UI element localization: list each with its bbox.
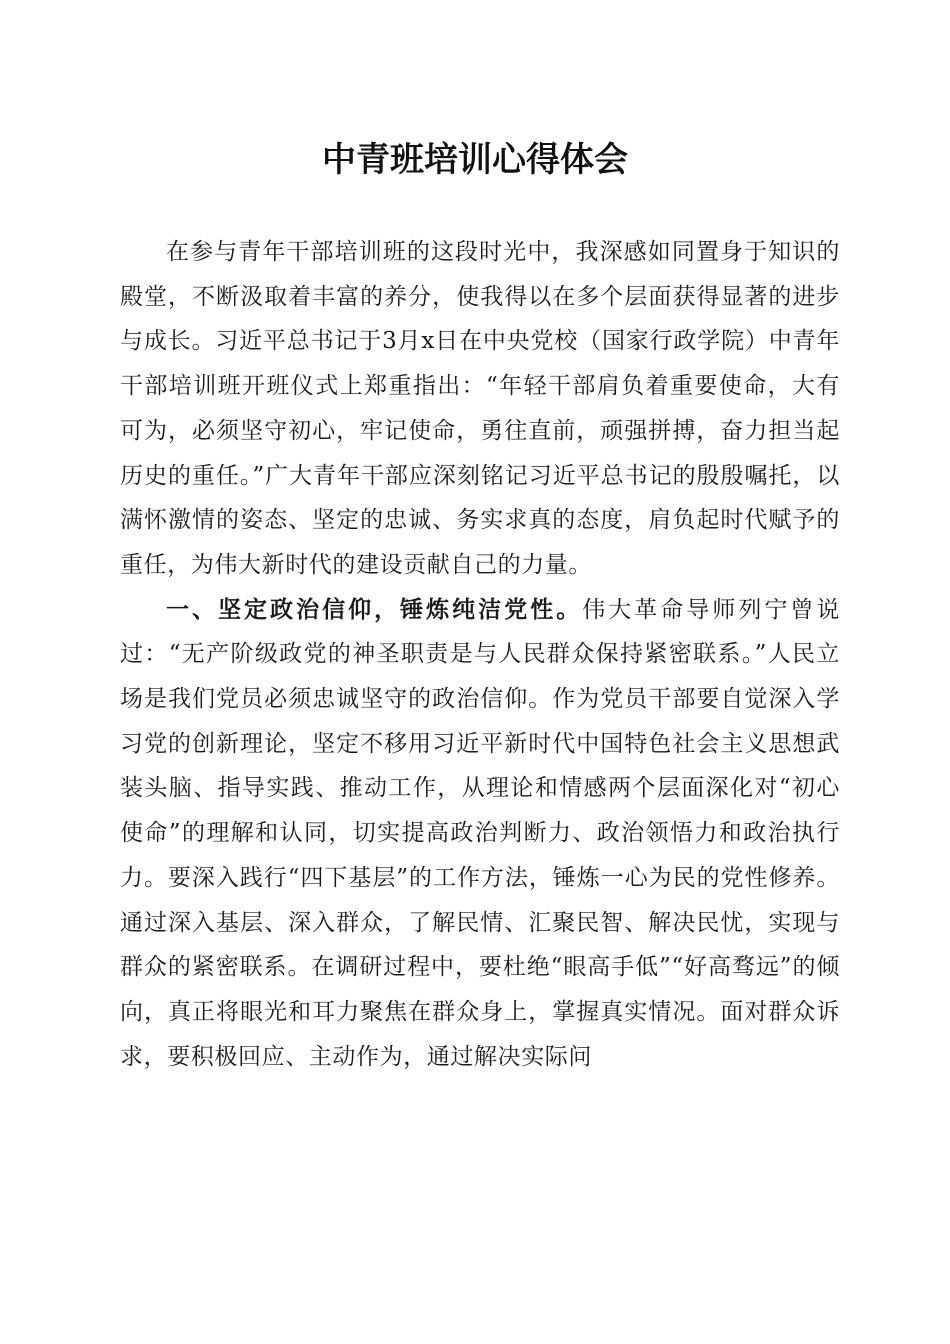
- document-body: [120, 230, 840, 1079]
- section-1-paragraph: [120, 588, 840, 1080]
- section-1-text: 伟大革命导师列宁曾说过：“无产阶级政党的神圣职责是与人民群众保持紧密联系。”人民立场是我们党员必须忠诚坚守的政治信仰。作为党员干部要自觉深入学习党的创新理论，坚定不移用习近平新时代中国特色社会主义思想武装头脑、指导实践、推动工作，从理论和情感两个层面深化对“初心使命”的理解和认同，切实提高政治判断力、政治领悟力和政治执行力。要深入践行“四下基层”的工作方法，锤炼一心为民的党性修养。通过深入基层、深入群众，了解民情、汇聚民智、解决民忧，实现与群众的紧密联系。在调研过程中，要杜绝“眼高手低”“好高骛远”的倾向，真正将眼光和耳力聚焦在群众身上，掌握真实情况。面对群众诉求，要积极回应、主动作为，通过解决实际问: [120, 596, 840, 1070]
- section-1-heading: 一、坚定政治信仰，锤炼纯洁党性。: [166, 596, 583, 623]
- intro-paragraph: 在参与青年干部培训班的这段时光中，我深感如同置身于知识的殿堂，不断汲取着丰富的养分，使我得以在多个层面获得显著的进步与成长。习近平总书记于3月x日在中央党校（国家行政学院）中青年干部培训班开班仪式上郑重指出：“年轻干部肩负着重要使命，大有可为，必须坚守初心，牢记使命，勇往直前，顽强拼搏，奋力担当起历史的重任。”广大青年干部应深刻铭记习近平总书记的殷殷嘱托，以满怀激情的姿态、坚定的忠诚、务实求真的态度，肩负起时代赋予的重任，为伟大新时代的建设贡献自己的力量。: [120, 239, 840, 578]
- document-title: 中青班培训心得体会: [322, 140, 628, 180]
